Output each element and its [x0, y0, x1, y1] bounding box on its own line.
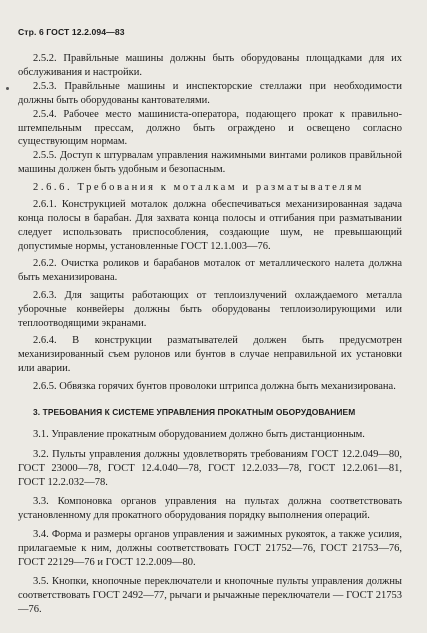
paragraph-3-5: 3.5. Кнопки, кнопочные переключатели и кнопочные пульты управления должны соответствовать ГОСТ 2492—77, рычаги и рычажные переключатели — ГОСТ 21753—76. — [18, 576, 402, 615]
page-header: Стр. 6 ГОСТ 12.2.094—83 — [18, 27, 125, 37]
paragraph-2-6-5: 2.6.5. Обвязка горячих бунтов проволоки штрипса должна быть механизирована. — [33, 380, 396, 392]
paragraph-2-6-3: 2.6.3. Для защиты работающих от теплоизлучений охлаждаемого металла уборочные конвейеры должны быть оборудованы теплоизолирующими или теплоотводящими экранами. — [18, 289, 402, 329]
subsection-heading-2-6: 2.6.6. Требования к моталкам и разматывателям — [33, 181, 364, 193]
paragraph-3-4: 3.4. Форма и размеры органов управления и зажимных рукояток, а также усилия, прилагаемые к ним, должны соответствовать ГОСТ 21752—76, ГОСТ 21753—76, ГОСТ 22129—76 и ГОСТ 12.2.009—80. — [18, 529, 402, 568]
paragraph-2-5-5: 2.5.5. Доступ к штурвалам управления нажимными винтами роликов правйльной машины должен быть удобным и безопасным. — [18, 150, 402, 176]
paragraph-2-5-4: 2.5.4. Рабочее место машиниста-оператора, подающего прокат к правильно-штемпельным прессам, должно быть ограждено и освещено согласно существующим нормам. — [18, 108, 402, 148]
section-title-3: 3. ТРЕБОВАНИЯ К СИСТЕМЕ УПРАВЛЕНИЯ ПРОКАТНЫМ ОБОРУДОВАНИЕМ — [33, 407, 356, 418]
paragraph-3-3: 3.3. Компоновка органов управления на пультах должна соответствовать установленному для прокатного оборудования порядку выполнения операций. — [18, 495, 402, 521]
paragraph-2-6-1: 2.6.1. Конструкцией моталок должна обеспечиваться механизированная задача конца полосы в барабан. Для захвата конца полосы и отгибания при разматывании следует использовать приспособления, создающие шум, не превышающий допустимые нормы, установленные ГОСТ 12.1.003—76. — [18, 199, 402, 252]
margin-mark — [6, 87, 9, 90]
paragraph-3-2: 3.2. Пульты управления должны удовлетворять требованиям ГОСТ 12.2.049—80, ГОСТ 23000—78, ГОСТ 12.4.040—78, ГОСТ 12.2.033—78, ГОСТ 12.2.061—81, ГОСТ 12.2.032—78. — [18, 448, 402, 488]
paragraph-2-6-2: 2.6.2. Очистка роликов и барабанов моталок от металлического налета должна быть механизирована. — [18, 258, 402, 284]
paragraph-2-6-4: 2.6.4. В конструкции разматывателей должен быть предусмотрен механизированный съем рулонов или бунтов в случае неправильной их установки или аварии. — [18, 335, 402, 374]
paragraph-2-5-2: 2.5.2. Правйльные машины должны быть оборудованы площадками для их обслуживания и настройки. — [18, 53, 402, 78]
page-content — [18, 52, 402, 617]
paragraph-2-5-3: 2.5.3. Правйльные машины и инспекторские стеллажи при необходимости должны быть оборудованы кантователями. — [18, 80, 402, 106]
paragraph-3-1: 3.1. Управление прокатным оборудованием должно быть дистанционным. — [33, 429, 365, 441]
